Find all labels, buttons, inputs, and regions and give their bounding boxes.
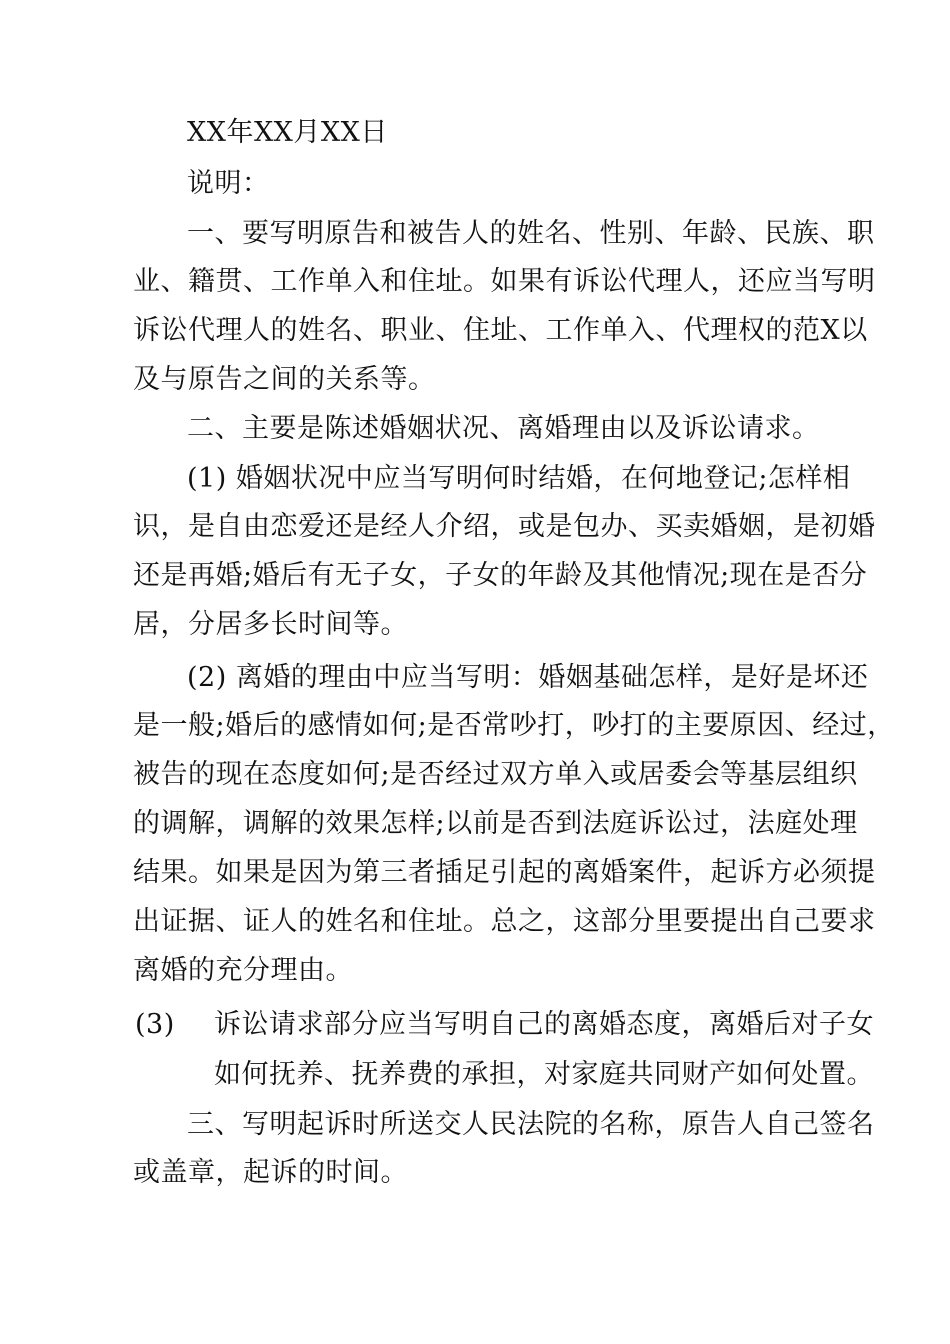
paragraph-1-line: 及与原告之间的关系等。 — [133, 364, 436, 395]
paragraph-1-line: 一、要写明原告和被告人的姓名、性别、年龄、民族、职 — [187, 218, 875, 249]
paragraph-2-1-line: 居，分居多长时间等。 — [133, 609, 408, 640]
paragraph-1-line: 业、籍贯、工作单入和住址。如果有诉讼代理人，还应当写明 — [133, 266, 876, 297]
paragraph-2-1-line: 还是再婚;婚后有无子女，子女的年龄及其他情况;现在是否分 — [133, 560, 868, 591]
paragraph-2-2-line: (2) 离婚的理由中应当写明：婚姻基础怎样，是好是坏还 — [187, 662, 869, 693]
paragraph-2-3-line: 如何抚养、抚养费的承担，对家庭共同财产如何处置。 — [214, 1059, 874, 1090]
section-heading: 说明： — [187, 168, 270, 199]
paragraph-2-2-line: 的调解，调解的效果怎样;以前是否到法庭诉讼过，法庭处理 — [133, 808, 858, 839]
paragraph-2-2-line: 离婚的充分理由。 — [133, 955, 353, 986]
paragraph-2-2-line: 被告的现在态度如何;是否经过双方单入或居委会等基层组织 — [133, 759, 858, 790]
paragraph-2-3-line: 诉讼请求部分应当写明自己的离婚态度，离婚后对子女 — [214, 1009, 874, 1040]
paragraph-2-2-line: 结果。如果是因为第三者插足引起的离婚案件，起诉方必须提 — [133, 857, 876, 888]
paragraph-2-2-line: 出证据、证人的姓名和住址。总之，这部分里要提出自己要求 — [133, 906, 876, 937]
paragraph-2-1-line: 识，是自由恋爱还是经人介绍，或是包办、买卖婚姻，是初婚 — [133, 511, 876, 542]
date-line: XX年XX月XX日 — [187, 117, 388, 148]
paragraph-2-2-line: 是一般;婚后的感情如何;是否常吵打，吵打的主要原因、经过， — [133, 710, 895, 741]
paragraph-3-line: 三、写明起诉时所送交人民法院的名称，原告人自己签名 — [187, 1109, 875, 1140]
paragraph-2-line: 二、主要是陈述婚姻状况、离婚理由以及诉讼请求。 — [187, 413, 820, 444]
paragraph-1-line: 诉讼代理人的姓名、职业、住址、工作单入、代理权的范X以 — [133, 315, 868, 346]
paragraph-2-1-line: (1) 婚姻状况中应当写明何时结婚，在何地登记;怎样相 — [187, 463, 851, 494]
list-item-number: (3) — [135, 1009, 175, 1040]
paragraph-3-line: 或盖章，起诉的时间。 — [133, 1157, 408, 1188]
